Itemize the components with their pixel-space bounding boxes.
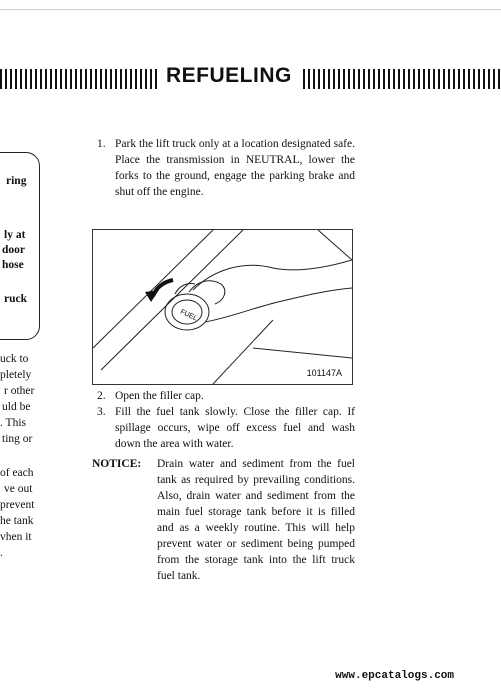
- step-number: 1.: [97, 138, 106, 150]
- left-fragment: prevent: [0, 499, 35, 511]
- step-list-bottom: [97, 388, 355, 452]
- left-fragment: r other: [4, 385, 35, 397]
- step-number: 3.: [97, 406, 106, 418]
- step-text: Park the lift truck only at a location designated safe. Place the transmission in NEUTRAL, lower the forks to the ground, engage the parking brake and shut off the engine.: [115, 138, 355, 198]
- top-rule: [0, 9, 501, 10]
- left-fragment: .: [0, 547, 3, 559]
- step-item: [97, 404, 355, 452]
- step-item: [97, 388, 355, 404]
- page-title: REFUELING: [166, 64, 292, 87]
- fender-line: [93, 230, 213, 348]
- arm-outline: [205, 288, 352, 322]
- header-bars-left: [0, 69, 158, 89]
- left-fragment: vhen it: [0, 531, 32, 543]
- left-fragment: ruck: [4, 293, 27, 305]
- figure-id: 101147A: [306, 368, 342, 378]
- fuel-cap-drawing: [93, 230, 352, 384]
- fuel-cap-label: FUEL: [179, 308, 199, 323]
- notice-text: Drain water and sediment from the fuel tank as required by prevailing conditions. Also, drain water and sediment from the main fuel storage tank before it is filled and as a weekly routine. This will help prevent water or sediment being pumped from the storage tank into the lift truck fuel tank.: [157, 458, 355, 582]
- notice-block: [92, 456, 355, 584]
- refueling-illustration: [92, 229, 353, 385]
- left-fragment: ting or: [2, 433, 33, 445]
- left-fragment: pletely: [0, 369, 32, 381]
- section-header: [0, 66, 501, 94]
- left-fragment: . This: [0, 417, 26, 429]
- left-fragment: uck to: [0, 353, 29, 365]
- fender-line: [253, 348, 352, 358]
- step-text: Open the filler cap.: [115, 390, 204, 402]
- step-number: 2.: [97, 390, 106, 402]
- step-item: [97, 136, 355, 200]
- left-fragment: he tank: [0, 515, 34, 527]
- step-text: Fill the fuel tank slowly. Close the filler cap. If spillage occurs, wipe off excess fuel and wash down the area with water.: [115, 406, 355, 450]
- left-fragment: of each: [0, 467, 34, 479]
- left-fragment: ve out: [4, 483, 33, 495]
- notice-label: NOTICE:: [92, 458, 142, 470]
- left-fragment: ring: [6, 175, 27, 187]
- left-fragment: hose: [2, 259, 24, 271]
- step-list-top: [97, 136, 355, 200]
- left-fragment: ly at: [4, 229, 26, 241]
- fender-line: [213, 320, 273, 384]
- header-bars-right: [303, 69, 501, 89]
- footer-watermark: www.epcatalogs.com: [335, 670, 454, 682]
- fender-line: [318, 230, 352, 260]
- left-fragment: uld be: [2, 401, 31, 413]
- arrow-head-icon: [145, 290, 159, 302]
- arm-outline: [193, 260, 352, 290]
- left-fragment: door: [2, 244, 25, 256]
